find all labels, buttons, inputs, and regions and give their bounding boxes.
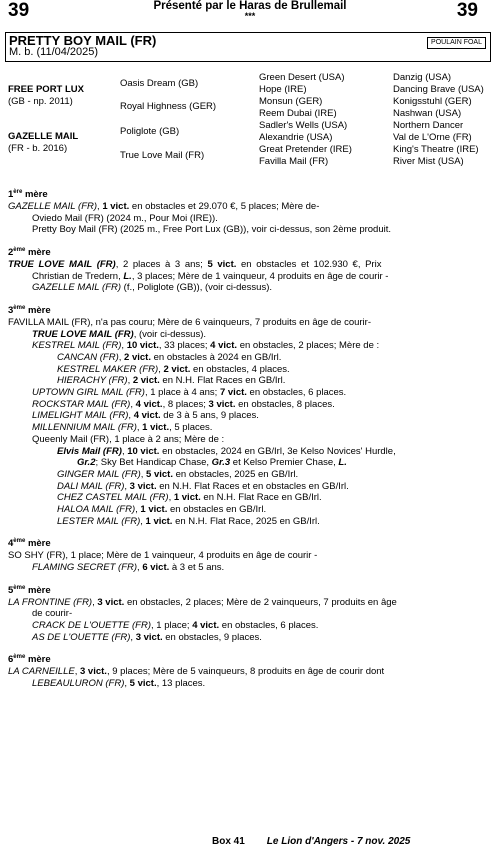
note-line: GINGER MAIL (FR), 5 vict. en obstacles, 2025 en GB/Irl. [57,468,299,480]
note-line: de courir- [32,608,73,620]
section-heading: 6ème mère [8,654,51,666]
note-line: GAZELLE MAIL (FR), 1 vict. en obstacles et 29.070 €, 5 places; Mère de- [8,200,320,212]
note-line: KESTREL MAKER (FR), 2 vict. en obstacles, 4 places. [57,363,290,375]
pedigree-g3: Sadler's Wells (USA) [259,120,348,131]
section-heading: 2ème mère [8,246,51,259]
note-line: CANCAN (FR), 2 vict. en obstacles à 2024 en GB/Irl. [57,351,282,363]
note-line: SO SHY (FR), 1 place; Mère de 1 vainqueur, 4 produits en âge de courir - [8,550,318,562]
note-line: FAVILLA MAIL (FR), n'a pas couru; Mère de 6 vainqueurs, 7 produits en âge de courir- [8,316,371,328]
note-line: Queenly Mail (FR), 1 place à 2 ans; Mère de : [32,433,225,445]
pedigree-g3: Reem Dubai (IRE) [259,108,337,119]
note-line: TRUE LOVE MAIL (FR), (voir ci-dessus). [32,328,207,340]
note-line: LA CARNEILLE, 3 vict., 9 places; Mère de 5 vainqueurs, 8 produits en âge de courir dont [8,666,385,678]
note-line: FLAMING SECRET (FR), 6 vict. à 3 et 5 ans. [32,562,225,574]
horse-info: M. b. (11/04/2025) [9,46,99,58]
note-line: LA FRONTINE (FR), 3 vict. en obstacles, 2 places; Mère de 2 vainqueurs, 7 produits en âge [8,596,397,608]
horse-title-box [5,32,491,62]
note-line: GAZELLE MAIL (FR) (f., Poliglote (GB)), (voir ci-dessus). [32,282,273,294]
note-line: Oviedo Mail (FR) (2024 m., Pour Moi (IRE)). [32,212,218,224]
note-line: LIMELIGHT MAIL (FR), 4 vict. de 3 à 5 ans, 9 places. [32,410,259,422]
pedigree-g4: King's Theatre (IRE) [393,144,479,155]
note-line: DALI MAIL (FR), 3 vict. en N.H. Flat Races et en obstacles en GB/Irl. [57,480,349,492]
section-heading: 1ère mère [8,189,48,201]
sale-event: Le Lion d'Angers - 7 nov. 2025 [266,836,411,847]
pedigree-g4: Konigsstuhl (GER) [393,96,472,107]
note-line: KESTREL MAIL (FR), 10 vict., 33 places; 4 vict. en obstacles, 2 places; Mère de : [32,340,380,352]
note-line: HALOA MAIL (FR), 1 vict. en obstacles en GB/Irl. [57,504,267,516]
sire-name: FREE PORT LUX [8,84,85,95]
note-line: MILLENNIUM MAIL (FR), 1 vict., 5 places. [32,422,213,434]
pedigree-g3: Hope (IRE) [259,84,307,95]
pedigree-g4: River Mist (USA) [393,156,464,167]
pedigree-g2: Oasis Dream (GB) [120,78,199,89]
note-line: CRACK DE L'OUETTE (FR), 1 place; 4 vict. en obstacles, 6 places. [32,619,319,631]
pedigree-g4: Nashwan (USA) [393,108,462,119]
note-line: TRUE LOVE MAIL (FR), 2 places à 3 ans; 5 vict. en obstacles et 102.930 €, Prix [8,258,382,270]
note-line: LEBEAULURON (FR), 5 vict., 13 places. [32,677,206,689]
pedigree-g2: Poliglote (GB) [120,126,180,137]
box-number: Box 41 [212,836,245,847]
pedigree-g4: Danzig (USA) [393,72,452,83]
sire-info: (GB - np. 2011) [8,96,73,107]
pedigree-g3: Alexandrie (USA) [259,132,333,143]
note-line: ROCKSTAR MAIL (FR), 4 vict., 8 places; 3 vict. en obstacles, 8 places. [32,398,335,410]
dam-name: GAZELLE MAIL [8,131,79,142]
note-line: Christian de Tredern, L., 3 places; Mère de 1 vainqueur, 4 produits en âge de courir - [32,270,389,282]
pedigree-g3: Monsun (GER) [259,96,323,107]
pedigree-g3: Great Pretender (IRE) [259,144,352,155]
page-footer [212,836,410,847]
section-heading: 4ème mère [8,538,51,550]
presenter-line: Présenté par le Haras de Brullemail [153,0,347,12]
section-heading: 3ème mère [8,304,51,317]
section-heading: 5ème mère [8,584,51,596]
pedigree-g3: Favilla Mail (FR) [259,156,329,167]
note-line: Elvis Mail (FR), 10 vict. en obstacles, 2024 en GB/Irl, 3e Kelso Novices' Hurdle, [57,445,396,457]
pedigree-g2: True Love Mail (FR) [120,150,205,161]
note-line: CHEZ CASTEL MAIL (FR), 1 vict. en N.H. Flat Race en GB/Irl. [57,492,322,504]
rating-stars: *** [244,11,256,21]
lot-number-right: 39 [456,0,478,21]
pedigree-g4: Northern Dancer [393,120,464,131]
note-line: Gr.2; Sky Bet Handicap Chase, Gr.3 et Kelso Premier Chase, L. [77,457,347,469]
lot-number: 39 [8,0,30,21]
pedigree-g4: Dancing Brave (USA) [393,84,484,95]
horse-name: PRETTY BOY MAIL (FR) [9,33,157,48]
dam-info: (FR - b. 2016) [8,143,68,154]
family-notes [8,187,498,690]
pedigree-g2: Royal Highness (GER) [120,101,217,112]
note-line: Pretty Boy Mail (FR) (2025 m., Free Port Lux (GB)), voir ci-dessus, son 2ème produit. [32,224,392,236]
pedigree-g4: Val de L'Orne (FR) [393,132,472,143]
sex-tag: POULAIN FOAL [427,37,486,49]
note-line: AS DE L'OUETTE (FR), 3 vict. en obstacles, 9 places. [32,631,262,643]
note-line: UPTOWN GIRL MAIL (FR), 1 place à 4 ans; 7 vict. en obstacles, 6 places. [32,387,347,399]
note-line: LESTER MAIL (FR), 1 vict. en N.H. Flat Race, 2025 en GB/Irl. [57,515,320,527]
pedigree-g3: Green Desert (USA) [259,72,345,83]
note-line: HIERACHY (FR), 2 vict. en N.H. Flat Races en GB/Irl. [57,375,286,387]
